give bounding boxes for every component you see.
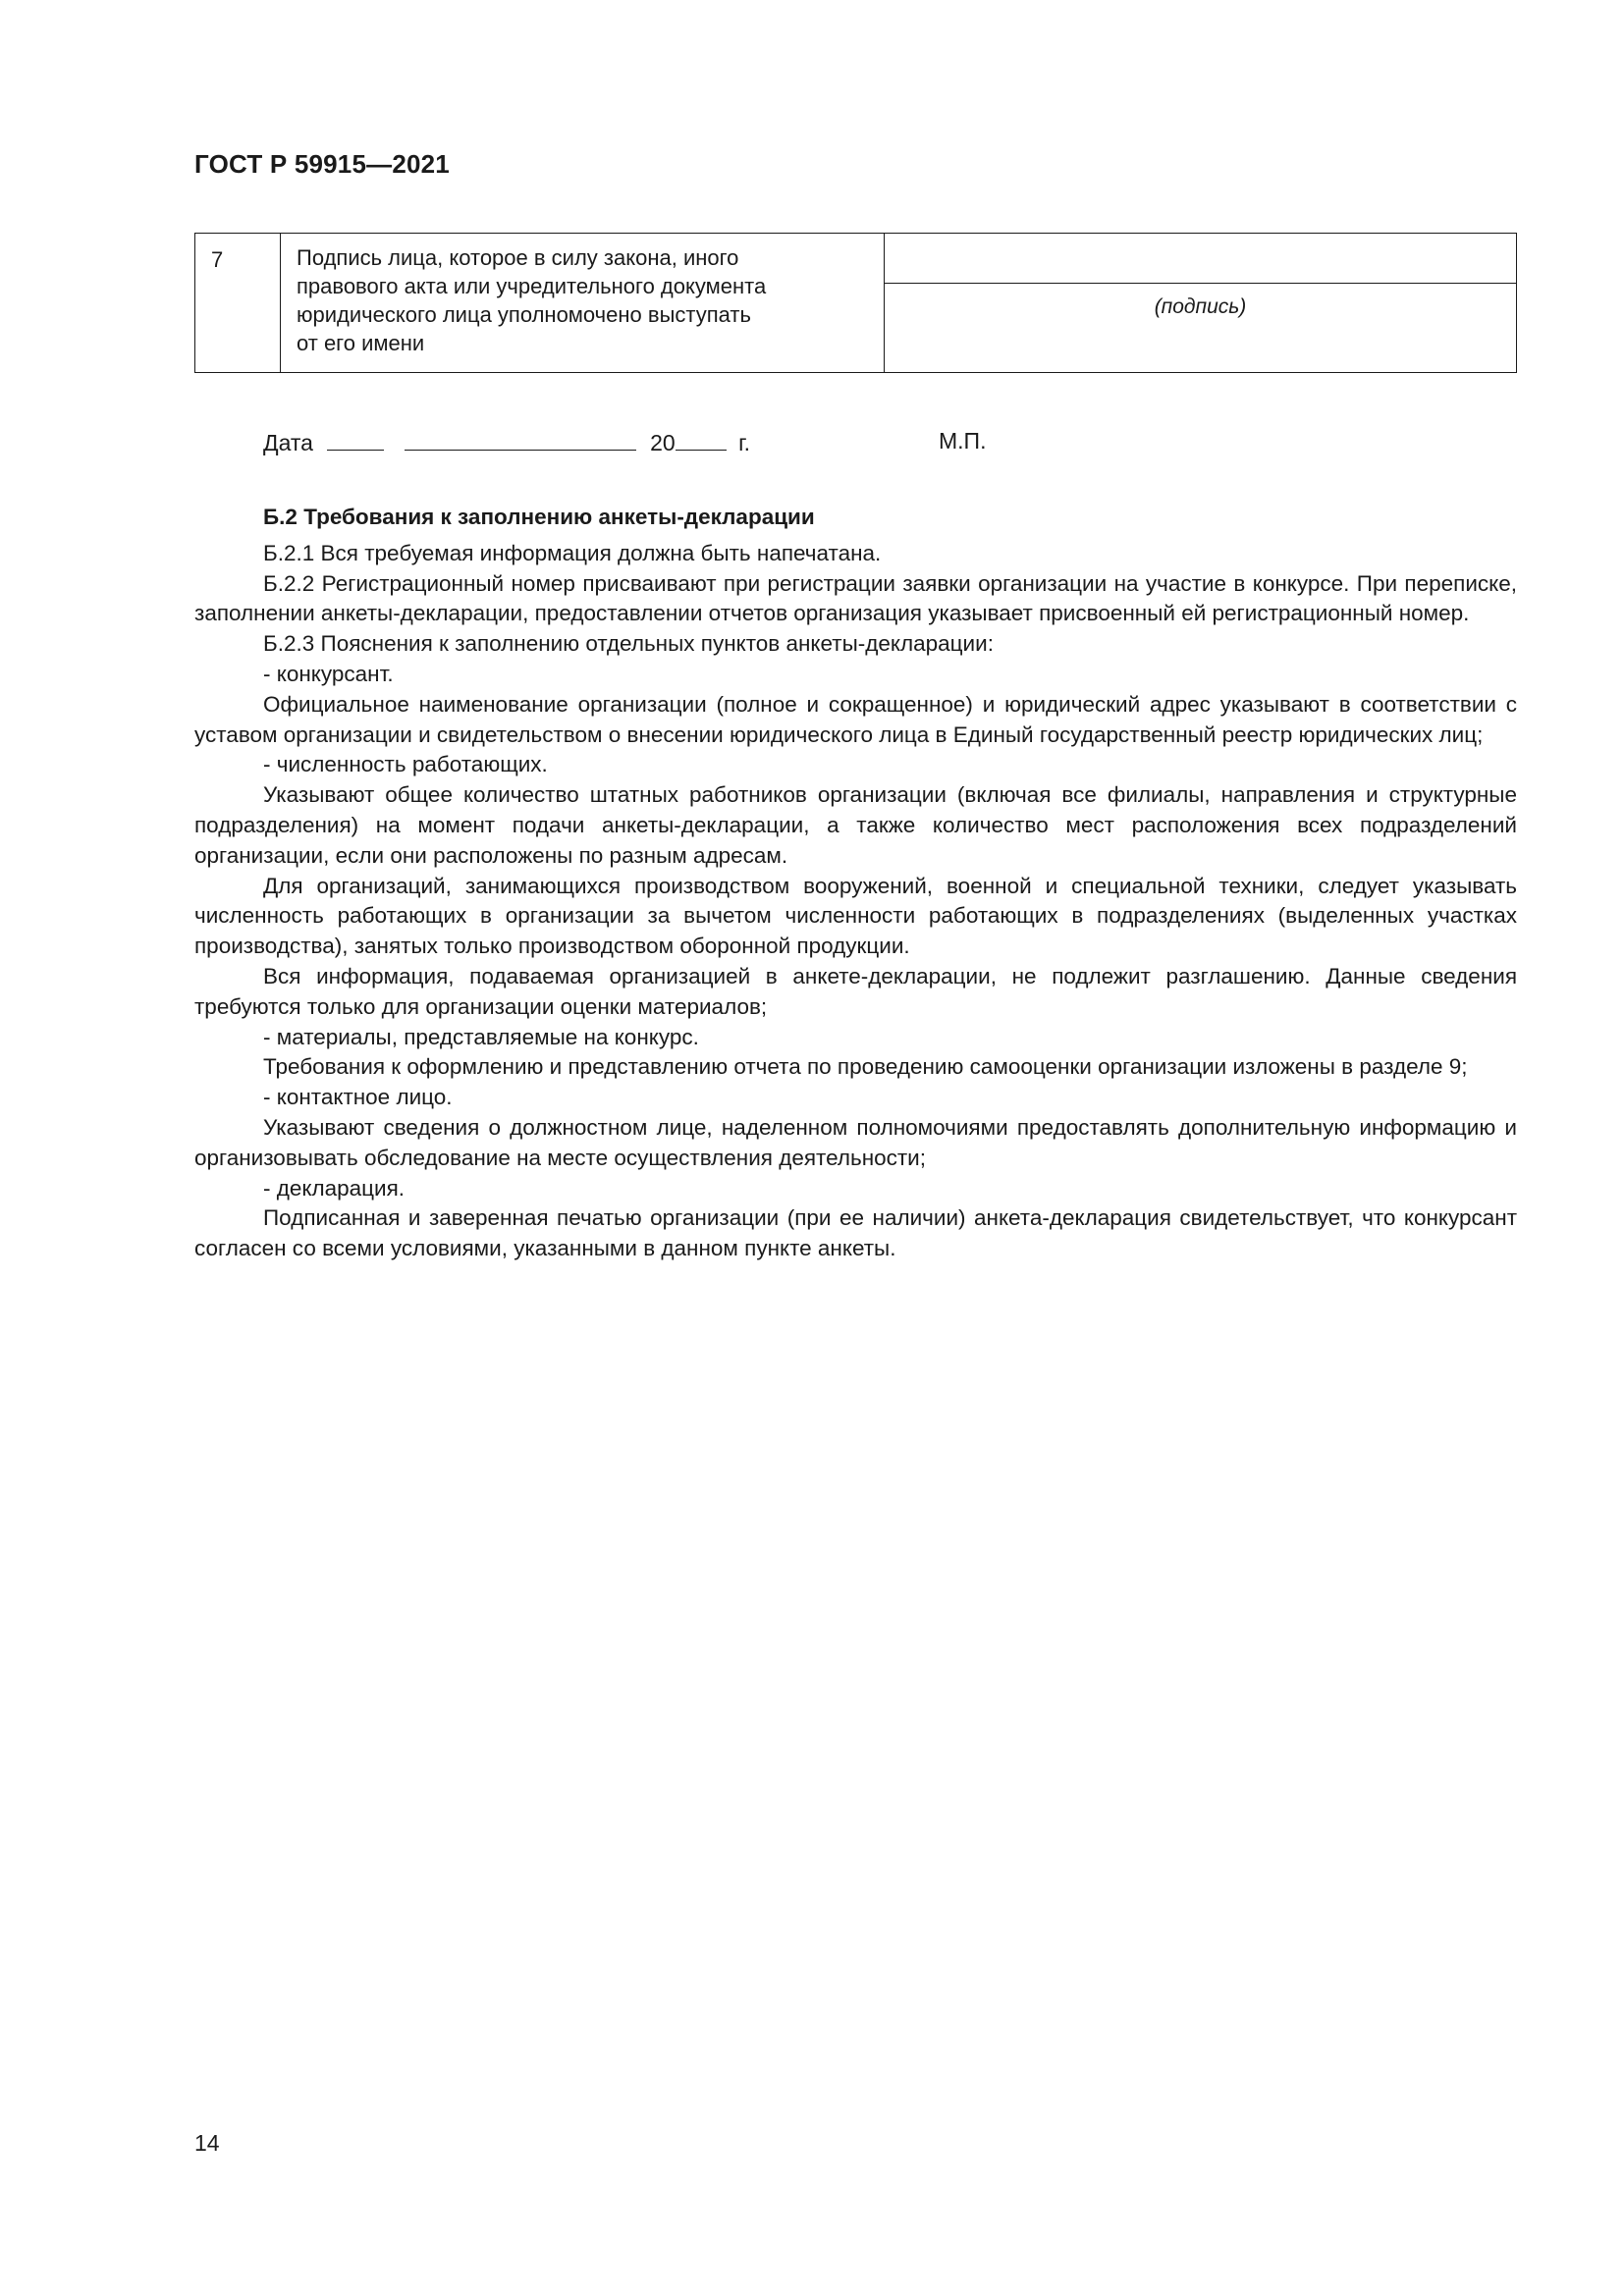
day-blank bbox=[327, 428, 384, 451]
year-suffix: г. bbox=[738, 430, 751, 455]
signature-cell bbox=[885, 234, 1517, 373]
signature-line bbox=[885, 283, 1516, 284]
paragraph: Вся информация, подаваемая организацией в анкете-декларации, не подлежит разглашению. Данные сведения требуются только для организации оценки материалов; bbox=[194, 963, 1517, 1019]
document-header: ГОСТ Р 59915—2021 bbox=[194, 149, 450, 179]
description-line: от его имени bbox=[297, 331, 425, 355]
month-blank bbox=[405, 428, 636, 451]
description-line: Подпись лица, которое в силу закона, иного bbox=[297, 245, 739, 270]
signature-table bbox=[194, 233, 1517, 373]
paragraph: Указывают сведения о должностном лице, наделенном полномочиями предоставлять дополнительную информацию и организовывать обследование на месте осуществления деятельности; bbox=[194, 1114, 1517, 1170]
list-item: - материалы, представляемые на конкурс. bbox=[263, 1024, 699, 1049]
table-row bbox=[195, 234, 1517, 373]
paragraph: Б.2.1 Вся требуемая информация должна быть напечатана. bbox=[263, 540, 882, 565]
paragraph: Официальное наименование организации (полное и сокращенное) и юридический адрес указывают в соответствии с уставом организации и свидетельством о внесении юридического лица в Единый государственный реестр юридических лиц; bbox=[194, 691, 1517, 747]
year-prefix: 20 bbox=[650, 430, 676, 455]
description-line: юридического лица уполномочено выступать bbox=[297, 302, 751, 327]
section-body bbox=[194, 503, 1517, 1264]
date-line bbox=[263, 428, 750, 456]
section-heading: Б.2 Требования к заполнению анкеты-декларации bbox=[263, 505, 815, 529]
row-description bbox=[281, 234, 885, 373]
paragraph: Подписанная и заверенная печатью организации (при ее наличии) анкета-декларация свидетельствует, что конкурсант согласен со всеми условиями, указанными в данном пункте анкеты. bbox=[194, 1205, 1517, 1261]
stamp-label: М.П. bbox=[939, 428, 987, 454]
paragraph: Указывают общее количество штатных работников организации (включая все филиалы, направления и структурные подразделения) на момент подачи анкеты-декларации, а также количество мест расположения всех подразделений организации, если они расположены по разным адресам. bbox=[194, 782, 1517, 868]
paragraph: Б.2.3 Пояснения к заполнению отдельных пунктов анкеты-декларации: bbox=[263, 631, 994, 657]
list-item: - численность работающих. bbox=[263, 752, 548, 777]
list-item: - контактное лицо. bbox=[263, 1085, 453, 1110]
paragraph: Б.2.2 Регистрационный номер присваивают при регистрации заявки организации на участие в конкурсе. При переписке, заполнении анкеты-декларации, предоставлении отчетов организация указывает присвоенный ей регистрационный номер. bbox=[194, 570, 1517, 626]
list-item: - декларация. bbox=[263, 1175, 406, 1201]
paragraph: Для организаций, занимающихся производством вооружений, военной и специальной техники, следует указывать численность работающих в организации за вычетом численности работающих в подразделениях (выделенных участках производства), занятых только производством оборонной продукции. bbox=[194, 873, 1517, 959]
description-line: правового акта или учредительного документа bbox=[297, 274, 767, 298]
year-blank bbox=[676, 428, 727, 451]
signature-caption: (подпись) bbox=[1154, 295, 1247, 318]
list-item: - конкурсант. bbox=[263, 661, 394, 686]
page-number: 14 bbox=[194, 2130, 220, 2156]
row-number: 7 bbox=[195, 234, 281, 373]
paragraph: Требования к оформлению и представлению отчета по проведению самооценки организации изложены в разделе 9; bbox=[263, 1054, 1468, 1080]
date-label: Дата bbox=[263, 430, 313, 455]
